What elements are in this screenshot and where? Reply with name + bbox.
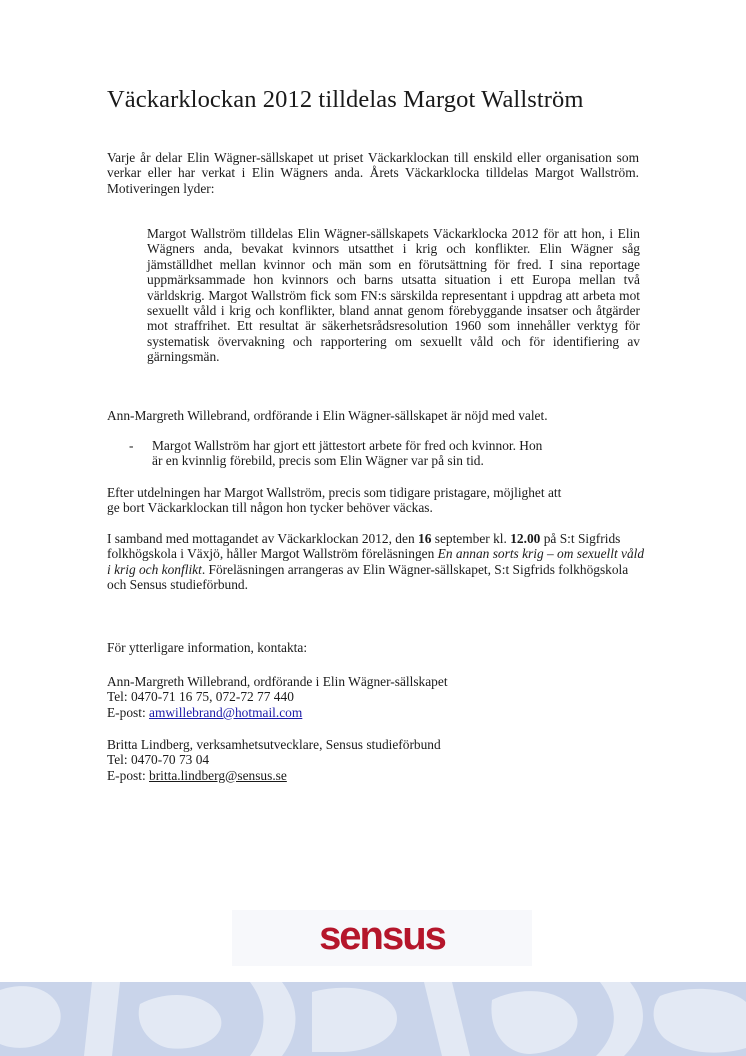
email-prefix: E-post: (107, 704, 150, 720)
intro-paragraph: Varje år delar Elin Wägner-sällskapet ut priset Väckarklockan till enskild eller organisation som verkar eller har verkat i Elin Wägners anda. Årets Väckarklocka tilldelas Margot Wallström. Motiveringen lyder: (107, 150, 639, 196)
contact-email-line (107, 768, 527, 783)
event-date: 16 (418, 531, 432, 546)
contact-block-1 (107, 674, 527, 720)
contact-phone: Tel: 0470-71 16 75, 072-72 77 440 (107, 689, 294, 705)
page-title: Väckarklockan 2012 tilldelas Margot Wallström (107, 86, 584, 113)
contact-name-role: Britta Lindberg, verksamhetsutvecklare, Sensus studieförbund (107, 737, 441, 752)
more-info-heading: För ytterligare information, kontakta: (107, 640, 308, 655)
contact-name-role: Ann-Margreth Willebrand, ordförande i Elin Wägner-sällskapet (107, 674, 448, 689)
contact-block-2 (107, 737, 527, 783)
decorative-footer-band (0, 982, 746, 1056)
event-time: 12.00 (510, 531, 541, 546)
chair-statement: Ann-Margreth Willebrand, ordförande i Elin Wägner-sällskapet är nöjd med valet. (107, 408, 548, 423)
after-award-paragraph: Efter utdelningen har Margot Wallström, precis som tidigare pristagare, möjlighet att ge bort Väckarklockan till någon hon tycker behöver väckas. (107, 485, 562, 516)
contact-phone: Tel: 0470-70 73 04 (107, 752, 210, 768)
event-text-4: . Föreläsningen arrangeras av Elin Wägner-sällskapet, S:t Sigfrids folkhögskola och Sensus studieförbund. (107, 561, 629, 593)
event-paragraph (107, 531, 647, 593)
email-link[interactable]: amwillebrand@hotmail.com (149, 704, 303, 720)
contact-email-line (107, 705, 527, 720)
bullet-dash: - (129, 438, 134, 453)
sensus-logo (232, 910, 532, 966)
bullet-quote: Margot Wallström har gjort ett jättestort arbete för fred och kvinnor. Hon är en kvinnlig förebild, precis som Elin Wägner var på sin tid. (152, 438, 543, 469)
event-text-3: på S:t Sigfrids folkhögskola i Växjö, håller Margot Wallström föreläsningen (107, 531, 621, 562)
email-prefix: E-post: (107, 767, 150, 783)
event-text-1: I samband med mottagandet av Väckarklockan 2012, den (107, 531, 418, 546)
sensus-logo-word: sensus (319, 914, 445, 958)
event-text-2: september kl. (431, 531, 511, 546)
email-link[interactable]: britta.lindberg@sensus.se (149, 767, 287, 783)
motivation-quote: Margot Wallström tilldelas Elin Wägner-sällskapets Väckarklocka 2012 för att hon, i Elin Wägners anda, bevakat kvinnors utsatthet i krig och konflikter. Elin Wägner såg jämställdhet mellan kvinnor och män som en förutsättning för fred. I sina reportage uppmärksammade hon kvinnors och barns utsatta situation i ett Europa mellan två världskrig. Margot Wallström fick som FN:s särskilda representant i uppdrag att arbeta mot sexuellt våld i krig och konflikter, bland annat genom förebyggande insatser och åtgärder mot straffrihet. Ett resultat är säkerhetsrådsresolution 1960 som innehåller verktyg för systematisk övervakning och rapportering om sexuellt våld och för identifiering av gärningsmän. (147, 226, 640, 365)
lecture-title: En annan sorts krig – om sexuellt våld i krig och konflikt (107, 546, 645, 577)
